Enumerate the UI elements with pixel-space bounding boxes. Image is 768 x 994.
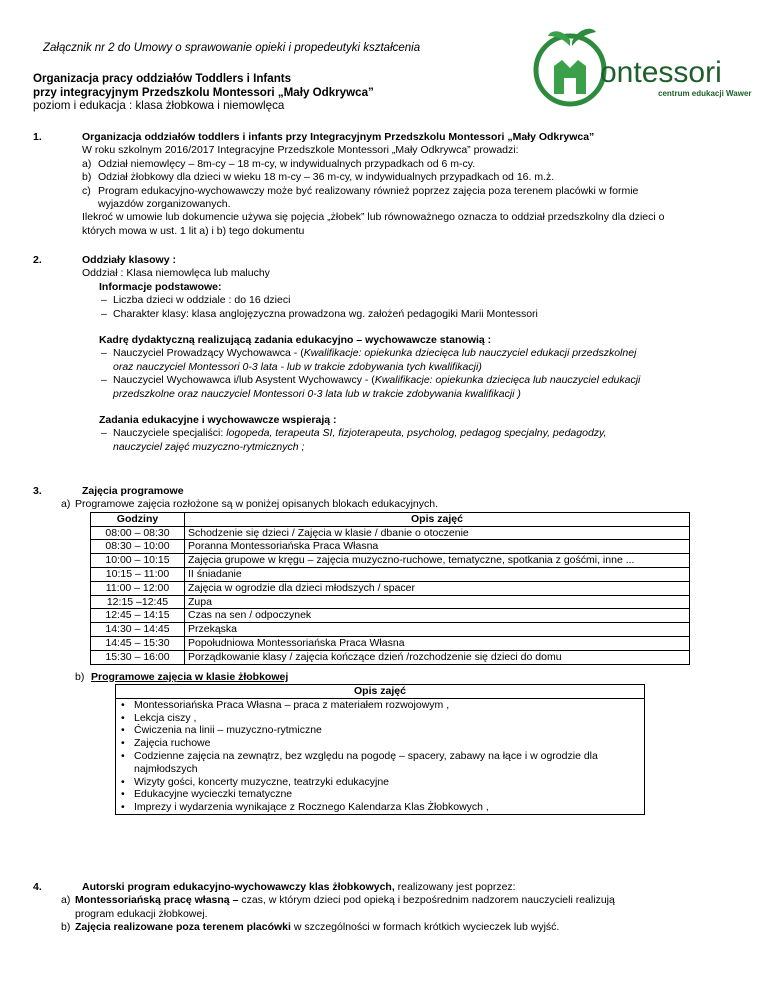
kadra-2: Nauczyciel Wychowawca i/lub Asystent Wychowawcy - (Kwalifikacje: opiekunka dziecięca lub nauczyciel edukacji xyxy=(113,374,641,387)
activity-item: • Montessoriańska Praca Własna – praca z materiałem rozwojowym , xyxy=(120,699,640,712)
activity-item: • Imprezy i wydarzenia wynikające z Rocznego Kalendarza Klas Żłobkowych , xyxy=(120,801,640,814)
activities-header: Opis zajęć xyxy=(116,684,645,698)
schedule-time: 12:15 –12:45 xyxy=(91,595,185,609)
section-1-c: Program edukacyjno-wychowawczy może być realizowany również poprzez zajęcia poza terenem placówki w formie xyxy=(98,184,639,197)
item-label: c) xyxy=(82,184,91,197)
dash-marker: – xyxy=(101,307,107,320)
schedule-header-row xyxy=(91,512,690,526)
activity-item: • Ćwiczenia na linii – muzyczno-rytmiczne xyxy=(120,724,640,737)
org-line-1: Organizacja pracy oddziałów Toddlers i Infants xyxy=(33,72,292,85)
schedule-desc: Zajęcia grupowe w kręgu – zajęcia muzyczno-ruchowe, tematyczne, spotkania z gośćmi, inne ... xyxy=(185,554,690,568)
section-3-number: 3. xyxy=(33,485,42,497)
schedule-row xyxy=(91,581,690,595)
schedule-row xyxy=(91,554,690,568)
activity-item: • Zajęcia ruchowe xyxy=(120,737,640,750)
org-line-2: przy integracyjnym Przedszkolu Montessori „Mały Odkrywca” xyxy=(33,85,374,99)
schedule-time: 15:30 – 16:00 xyxy=(91,650,185,664)
schedule-desc: Popołudniowa Montessoriańska Praca Własna xyxy=(185,636,690,650)
section-2-number: 2. xyxy=(33,254,42,266)
activity-item: • Lekcja ciszy , xyxy=(120,712,640,725)
section-1-b: Odział żłobkowy dla dzieci w wieku 18 m-cy – 36 m-cy, w indywidualnych przypadkach od 16. m.ż. xyxy=(98,171,555,184)
section-3-a: Programowe zajęcia rozłożone są w poniżej opisanych blokach edukacyjnych. xyxy=(75,498,439,511)
schedule-row xyxy=(91,595,690,609)
schedule-desc: Zajęcia w ogrodzie dla dzieci młodszych / spacer xyxy=(185,581,690,595)
schedule-col-desc: Opis zajęć xyxy=(185,512,690,526)
item-label: a) xyxy=(61,498,71,511)
schedule-row xyxy=(91,526,690,540)
section-4-number: 4. xyxy=(33,881,42,893)
activities-table xyxy=(115,684,645,815)
section-4-a: Montessoriańską pracę własną – czas, w którym dzieci pod opieką i bezpośrednim nadzorem nauczycieli realizują xyxy=(75,894,615,907)
schedule-col-time: Godziny xyxy=(91,512,185,526)
schedule-time: 11:00 – 12:00 xyxy=(91,581,185,595)
dash-marker: – xyxy=(101,347,107,360)
schedule-time: 14:30 – 14:45 xyxy=(91,623,185,637)
schedule-table xyxy=(90,512,690,665)
schedule-row xyxy=(91,650,690,664)
section-2-oddzial: Oddział : Klasa niemowlęca lub maluchy xyxy=(82,267,270,280)
schedule-time: 08:00 – 08:30 xyxy=(91,526,185,540)
zadania-1-cont: nauczyciel zajęć muzyczno-rytmicznych ; xyxy=(113,440,305,453)
schedule-desc: Czas na sen / odpoczynek xyxy=(185,609,690,623)
schedule-time: 10:00 – 10:15 xyxy=(91,554,185,568)
svg-text:ontessori: ontessori xyxy=(600,56,722,89)
item-label: a) xyxy=(82,157,92,170)
kadra-1: Nauczyciel Prowadzący Wychowawca - (Kwalifikacje: opiekunka dziecięca lub nauczyciel edukacji przedszkolnej xyxy=(113,347,637,360)
kadra-1-cont: oraz nauczyciel Montessori 0-3 lata - lub w trakcie zdobywania tych kwalifikacji) xyxy=(113,360,482,373)
info-count: Liczba dzieci w oddziale : do 16 dzieci xyxy=(113,294,291,307)
schedule-row xyxy=(91,609,690,623)
schedule-row xyxy=(91,568,690,582)
schedule-time: 12:45 – 14:15 xyxy=(91,609,185,623)
schedule-desc: Poranna Montessoriańska Praca Własna xyxy=(185,540,690,554)
dash-marker: – xyxy=(101,374,107,387)
schedule-row xyxy=(91,636,690,650)
section-1-title: Organizacja oddziałów toddlers i infants przy Integracyjnym Przedszkolu Montessori „Mały Odkrywca” xyxy=(82,131,595,143)
section-1-number: 1. xyxy=(33,131,42,143)
item-label: a) xyxy=(61,894,71,907)
dash-marker: – xyxy=(101,427,107,440)
section-4 xyxy=(33,881,736,935)
info-character: Charakter klasy: klasa anglojęzyczna prowadzona wg. założeń pedagogiki Marii Montessori xyxy=(113,307,538,320)
schedule-desc: II śniadanie xyxy=(185,568,690,582)
organization-heading xyxy=(33,72,374,113)
schedule-time: 08:30 – 10:00 xyxy=(91,540,185,554)
montessori-logo xyxy=(532,20,752,110)
attachment-title: Załącznik nr 2 do Umowy o sprawowanie opieki i propedeutyki kształcenia xyxy=(43,42,421,54)
schedule-time: 14:45 – 15:30 xyxy=(91,636,185,650)
section-1-intro: W roku szkolnym 2016/2017 Integracyjne Przedszkole Montessori „Mały Odkrywca” prowadzi: xyxy=(82,144,519,157)
activity-item: • Edukacyjne wycieczki tematyczne xyxy=(120,788,640,801)
schedule-desc: Schodzenie się dzieci / Zajęcia w klasie / dbanie o otoczenie xyxy=(185,526,690,540)
section-3-title: Zajęcia programowe xyxy=(82,485,184,497)
schedule-desc: Zupa xyxy=(185,595,690,609)
section-4-b: Zajęcia realizowane poza terenem placówki w szczególności w formach krótkich wycieczek lub wyjść. xyxy=(75,921,560,934)
section-3 xyxy=(33,485,736,815)
section-1-note-cont: których mowa w ust. 1 lit a) i b) tego dokumentu xyxy=(82,224,305,237)
section-1 xyxy=(33,131,736,238)
section-4-a-cont: program edukacji żłobkowej. xyxy=(75,907,208,920)
activity-item: • Codzienne zajęcia na zewnątrz, bez względu na pogodę – spacery, zabawy na łące i w ogrodzie dla najmłodszych xyxy=(120,750,640,776)
info-title: Informacje podstawowe: xyxy=(99,280,222,293)
zadania-title: Zadania edukacyjne i wychowawcze wspierają : xyxy=(99,414,337,427)
item-label: b) xyxy=(75,670,85,683)
section-2-title: Oddziały klasowy : xyxy=(82,254,176,266)
dash-marker: – xyxy=(101,294,107,307)
section-1-c-cont: wyjazdów zorganizowanych. xyxy=(98,198,231,211)
svg-text:centrum edukacji Wawer: centrum edukacji Wawer xyxy=(658,89,752,98)
kadra-2-cont: przedszkolne oraz nauczyciel Montessori 0-3 lata lub w trakcie zdobywania kwalifikacji ) xyxy=(113,387,521,400)
logo-graphic xyxy=(532,20,752,110)
section-1-a: Odział niemowlęcy – 8m-cy – 18 m-cy, w indywidualnych przypadkach od 6 m-cy. xyxy=(98,157,476,170)
schedule-desc: Przekąska xyxy=(185,623,690,637)
section-3-b: Programowe zajęcia w klasie żłobkowej xyxy=(91,670,289,683)
section-1-note: Ilekroć w umowie lub dokumencie używa się pojęcia „żłobek” lub równoważnego oznacza to oddział przedszkolny dla dzieci o xyxy=(82,211,665,224)
section-4-title: Autorski program edukacyjno-wychowawczy klas żłobkowych, realizowany jest poprzez: xyxy=(82,881,516,893)
schedule-row xyxy=(91,540,690,554)
schedule-desc: Porządkowanie klasy / zajęcia kończące dzień /rozchodzenie się dzieci do domu xyxy=(185,650,690,664)
schedule-time: 10:15 – 11:00 xyxy=(91,568,185,582)
item-label: b) xyxy=(61,921,71,934)
kadra-title: Kadrę dydaktyczną realizującą zadania edukacyjno – wychowawcze stanowią : xyxy=(99,334,492,347)
org-line-3: poziom i edukacja : klasa żłobkowa i niemowlęca xyxy=(33,99,285,113)
activity-item: • Wizyty gości, koncerty muzyczne, teatrzyki edukacyjne xyxy=(120,776,640,789)
schedule-row xyxy=(91,623,690,637)
section-2 xyxy=(33,254,736,454)
item-label: b) xyxy=(82,171,92,184)
zadania-1: Nauczyciele specjaliści: logopeda, terapeuta SI, fizjoterapeuta, psycholog, pedagog specjalny, pedagodzy, xyxy=(113,427,607,440)
